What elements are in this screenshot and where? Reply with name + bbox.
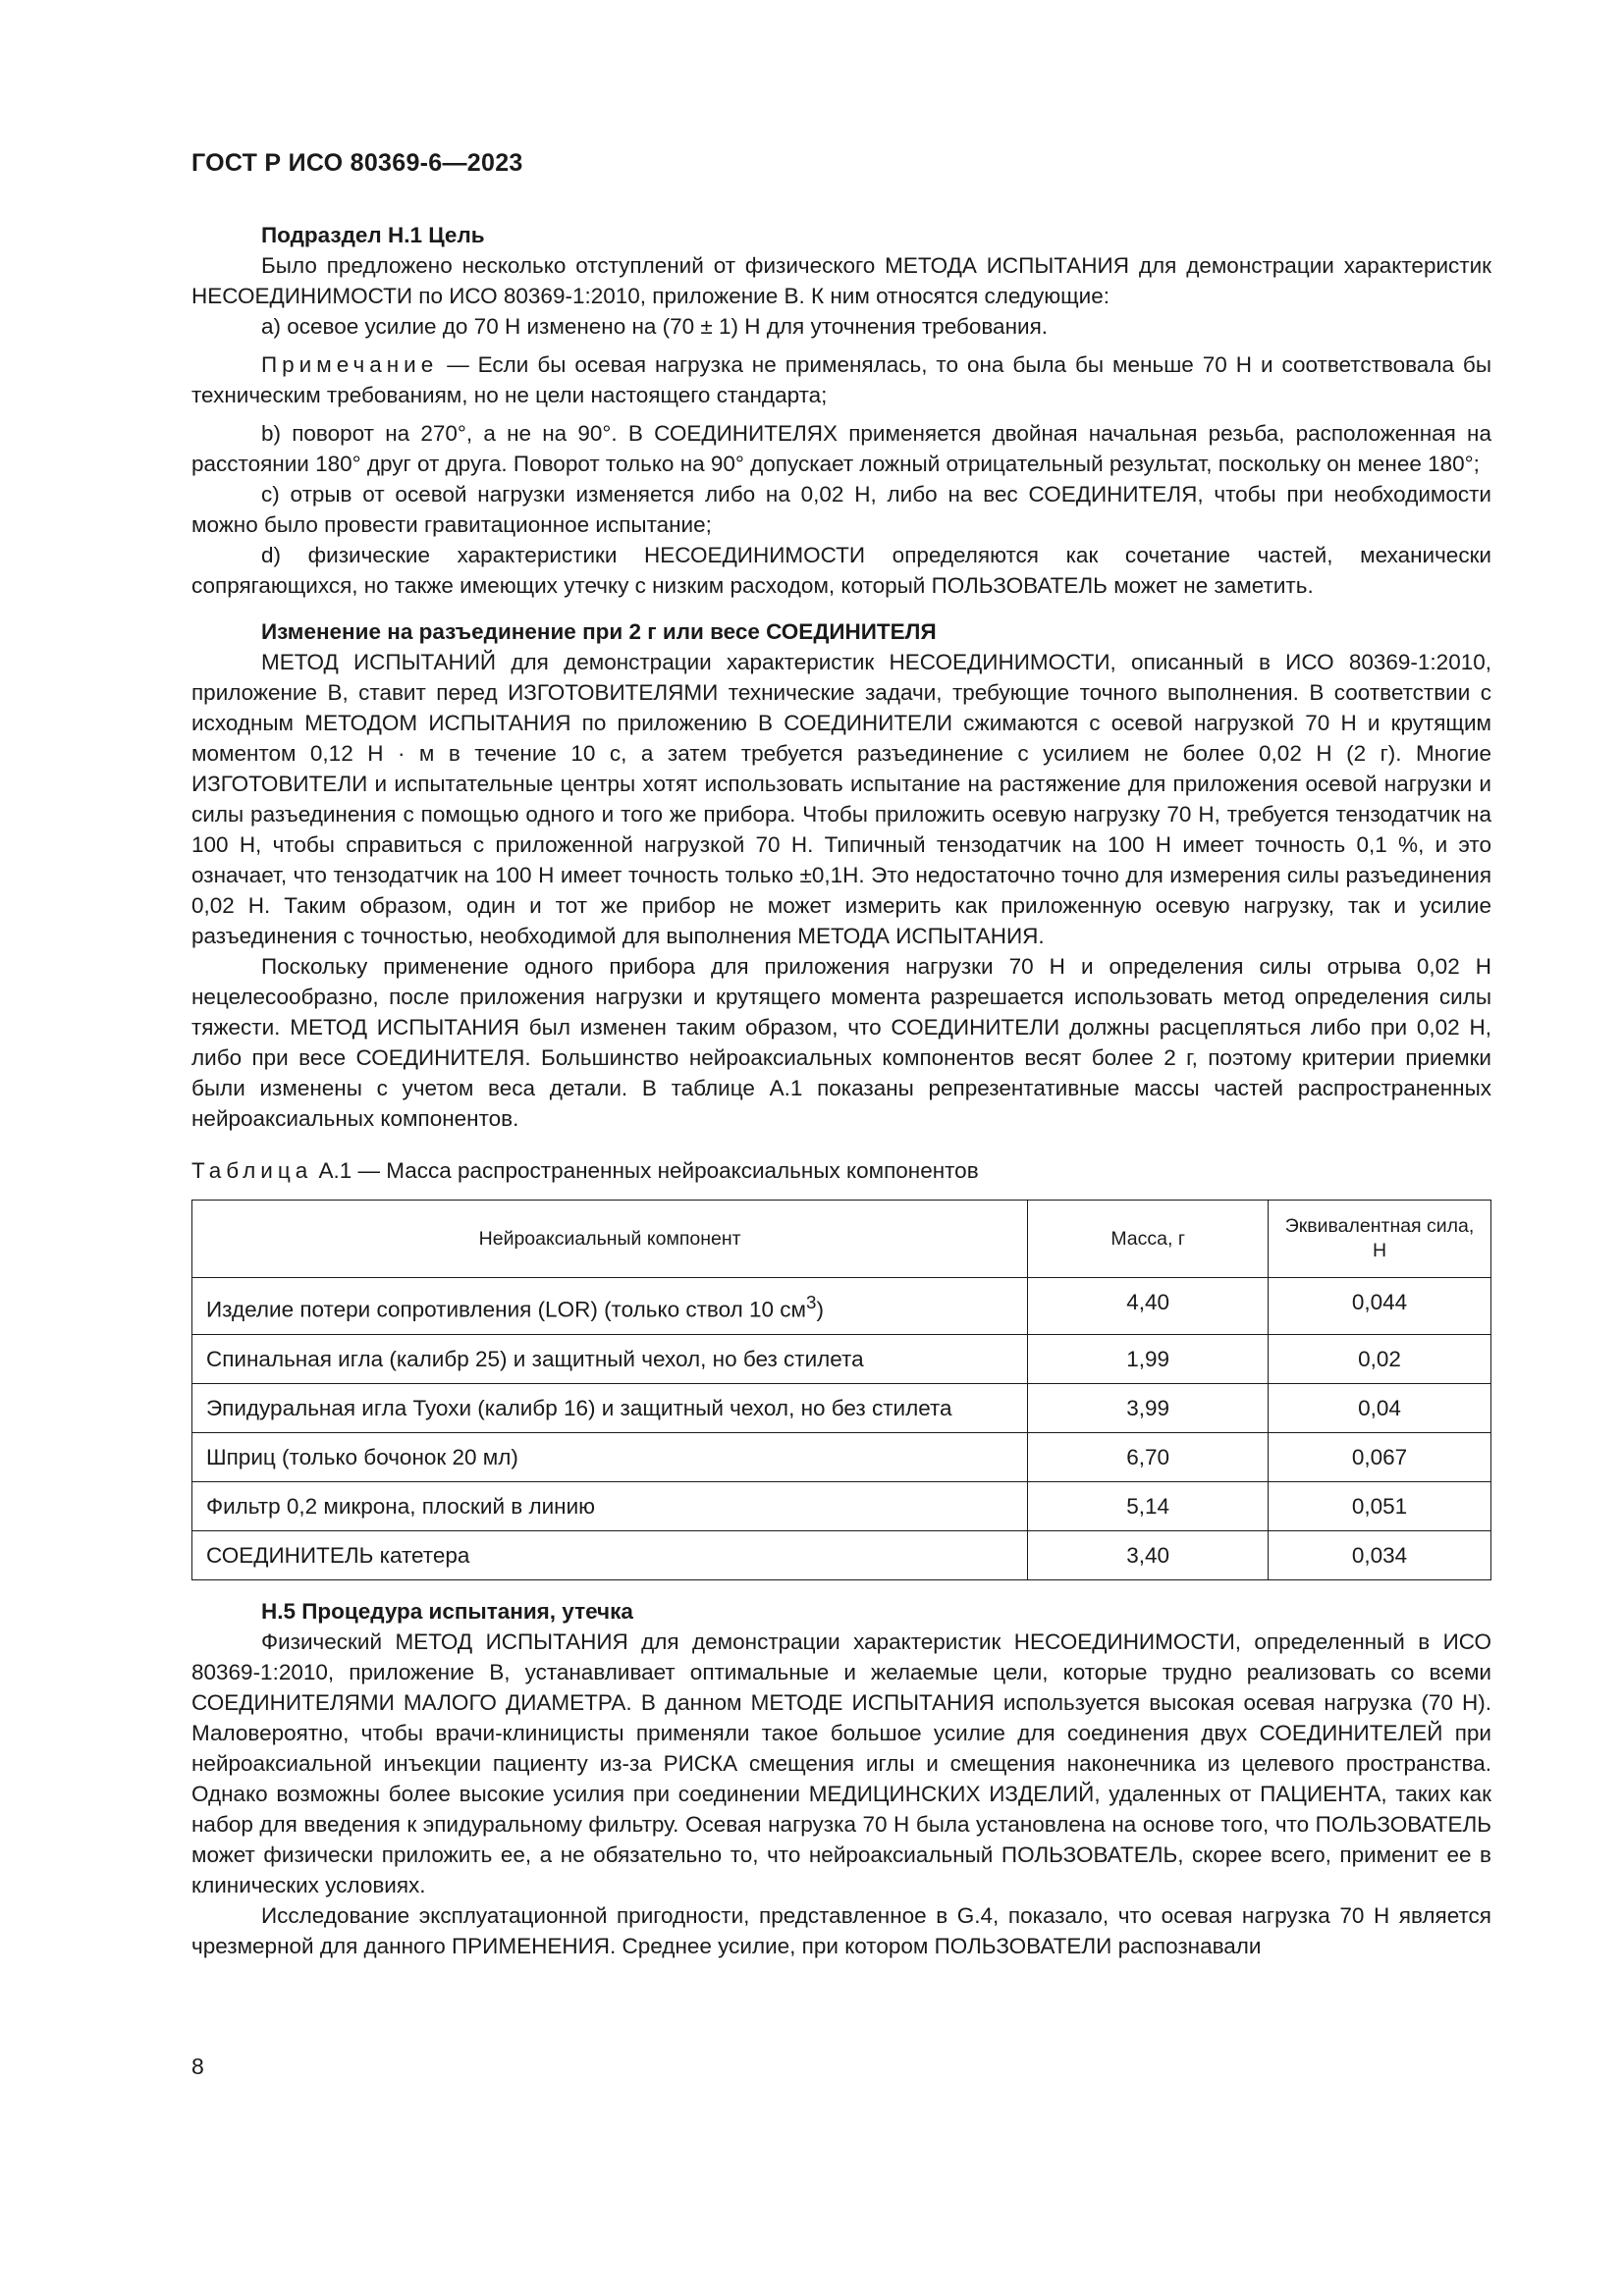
cell-force: 0,034 [1269,1530,1491,1579]
cell-mass: 5,14 [1028,1481,1269,1530]
superscript: 3 [806,1292,817,1312]
cell-mass: 3,99 [1028,1383,1269,1432]
column-header-component: Нейроаксиальный компонент [192,1201,1028,1278]
table-caption [191,1155,1491,1186]
note [191,349,1491,410]
list-item-a: a) осевое усилие до 70 Н изменено на (70 ± 1) Н для уточнения требования. [261,314,1049,339]
document-header: ГОСТ Р ИСО 80369-6—2023 [191,149,523,177]
cell-component-tail: ) [816,1297,824,1322]
cell-force: 0,02 [1269,1334,1491,1383]
cell-force: 0,067 [1269,1432,1491,1481]
mass-table [191,1200,1491,1580]
cell-force: 0,04 [1269,1383,1491,1432]
section-heading-h5: H.5 Процедура испытания, утечка [261,1598,633,1624]
cell-component: Фильтр 0,2 микрона, плоский в линию [192,1481,1028,1530]
cell-force: 0,051 [1269,1481,1491,1530]
cell-mass: 3,40 [1028,1530,1269,1579]
cell-component: Эпидуральная игла Туохи (калибр 16) и защитный чехол, но без стилета [192,1383,1028,1432]
table-caption-text: A.1 — Масса распространенных нейроаксиальных компонентов [312,1158,979,1183]
cell-component: Спинальная игла (калибр 25) и защитный чехол, но без стилета [192,1334,1028,1383]
page-content [191,220,1491,1961]
cell-component: Шприц (только бочонок 20 мл) [192,1432,1028,1481]
list-item-b: b) поворот на 270°, а не на 90°. В СОЕДИНИТЕЛЯХ применяется двойная начальная резьба, расположенная на расстоянии 180° друг от друга. Поворот только на 90° допускает ложный отрицательный результат, поскольку он менее 180°; [191,421,1491,476]
table-header-row [192,1201,1491,1278]
table-row [192,1383,1491,1432]
table-row [192,1278,1491,1335]
cell-component-text: Изделие потери сопротивления (LOR) (только ствол 10 см [206,1297,806,1322]
paragraph: Физический МЕТОД ИСПЫТАНИЯ для демонстрации характеристик НЕСОЕДИНИМОСТИ, определенный в ИСО 80369-1:2010, приложение B, устанавливает оптимальные и желаемые цели, которые трудно реализовать со всеми СОЕДИНИТЕЛЯМИ МАЛОГО ДИАМЕТРА. В данном МЕТОДЕ ИСПЫТАНИЯ используется высокая осевая нагрузка (70 Н). Маловероятно, чтобы врачи-клиницисты применяли такое большое усилие для соединения двух СОЕДИНИТЕЛЕЙ при нейроаксиальной инъекции пациенту из-за РИСКА смещения иглы и смещения наконечника из целевого пространства. Однако возможны более высокие усилия при соединении МЕДИЦИНСКИХ ИЗДЕЛИЙ, удаленных от ПАЦИЕНТА, таких как набор для введения к эпидуральному фильтру. Осевая нагрузка 70 Н была установлена на основе того, что ПОЛЬЗОВАТЕЛЬ может физически приложить ее, а не обязательно то, что нейроаксиальный ПОЛЬЗОВАТЕЛЬ, скорее всего, применит ее в клинических условиях. [191,1629,1491,1897]
page-number: 8 [191,2054,204,2079]
paragraph: Исследование эксплуатационной пригодности, представленное в G.4, показало, что осевая нагрузка 70 Н является чрезмерной для данного ПРИМЕНЕНИЯ. Среднее усилие, при котором ПОЛЬЗОВАТЕЛИ распознавали [191,1902,1491,1958]
note-label: Примечание [261,352,439,377]
section-heading-h1: Подраздел H.1 Цель [261,223,485,247]
list-item-c: c) отрыв от осевой нагрузки изменяется либо на 0,02 Н, либо на вес СОЕДИНИТЕЛЯ, чтобы при необходимости можно было провести гравитационное испытание; [191,482,1491,537]
column-header-force: Эквивалентная сила, Н [1269,1201,1491,1278]
cell-force: 0,044 [1269,1278,1491,1335]
table-caption-label: Таблица [191,1158,313,1183]
column-header-mass: Масса, г [1028,1201,1269,1278]
table-row [192,1481,1491,1530]
cell-mass: 1,99 [1028,1334,1269,1383]
note-text: — Если бы осевая нагрузка не применялась, то она была бы меньше 70 Н и соответствовала бы техническим требованиям, но не цели настоящего стандарта; [191,352,1491,407]
cell-mass: 6,70 [1028,1432,1269,1481]
cell-component: СОЕДИНИТЕЛЬ катетера [192,1530,1028,1579]
table-row [192,1334,1491,1383]
paragraph: Поскольку применение одного прибора для приложения нагрузки 70 Н и определения силы отрыва 0,02 Н нецелесообразно, после приложения нагрузки и крутящего момента разрешается использовать метод определения силы тяжести. МЕТОД ИСПЫТАНИЯ был изменен таким образом, что СОЕДИНИТЕЛИ должны расцепляться либо при 0,02 Н, либо при весе СОЕДИНИТЕЛЯ. Большинство нейроаксиальных компонентов весят более 2 г, поэтому критерии приемки были изменены с учетом веса детали. В таблице A.1 показаны репрезентативные массы частей распространенных нейроаксиальных компонентов. [191,954,1491,1131]
section-heading-disconnect: Изменение на разъединение при 2 г или весе СОЕДИНИТЕЛЯ [261,619,937,644]
table-row [192,1530,1491,1579]
paragraph: МЕТОД ИСПЫТАНИЙ для демонстрации характеристик НЕСОЕДИНИМОСТИ, описанный в ИСО 80369-1:2010, приложение B, ставит перед ИЗГОТОВИТЕЛЯМИ технические задачи, требующие точного выполнения. В соответствии с исходным МЕТОДОМ ИСПЫТАНИЯ по приложению B СОЕДИНИТЕЛИ сжимаются с осевой нагрузкой 70 Н и крутящим моментом 0,12 Н · м в течение 10 с, а затем требуется разъединение с усилием не более 0,02 Н (2 г). Многие ИЗГОТОВИТЕЛИ и испытательные центры хотят использовать испытание на растяжение для приложения осевой нагрузки и силы разъединения с помощью одного и того же прибора. Чтобы приложить осевую нагрузку 70 Н, требуется тензодатчик на 100 Н, чтобы справиться с приложенной нагрузкой 70 Н. Типичный тензодатчик на 100 Н имеет точность 0,1 %, и это означает, что тензодатчик на 100 Н имеет точность только ±0,1Н. Это недостаточно точно для измерения силы разъединения 0,02 Н. Таким образом, один и тот же прибор не может измерить как приложенную осевую нагрузку, так и усилие разъединения с точностью, необходимой для выполнения МЕТОДА ИСПЫТАНИЯ. [191,650,1491,948]
cell-component [192,1278,1028,1335]
paragraph: Было предложено несколько отступлений от физического МЕТОДА ИСПЫТАНИЯ для демонстрации характеристик НЕСОЕДИНИМОСТИ по ИСО 80369-1:2010, приложение B. К ним относятся следующие: [191,253,1491,308]
cell-mass: 4,40 [1028,1278,1269,1335]
list-item-d: d) физические характеристики НЕСОЕДИНИМОСТИ определяются как сочетание частей, механически сопрягающихся, но также имеющих утечку с низким расходом, который ПОЛЬЗОВАТЕЛЬ может не заметить. [191,543,1491,598]
table-row [192,1432,1491,1481]
